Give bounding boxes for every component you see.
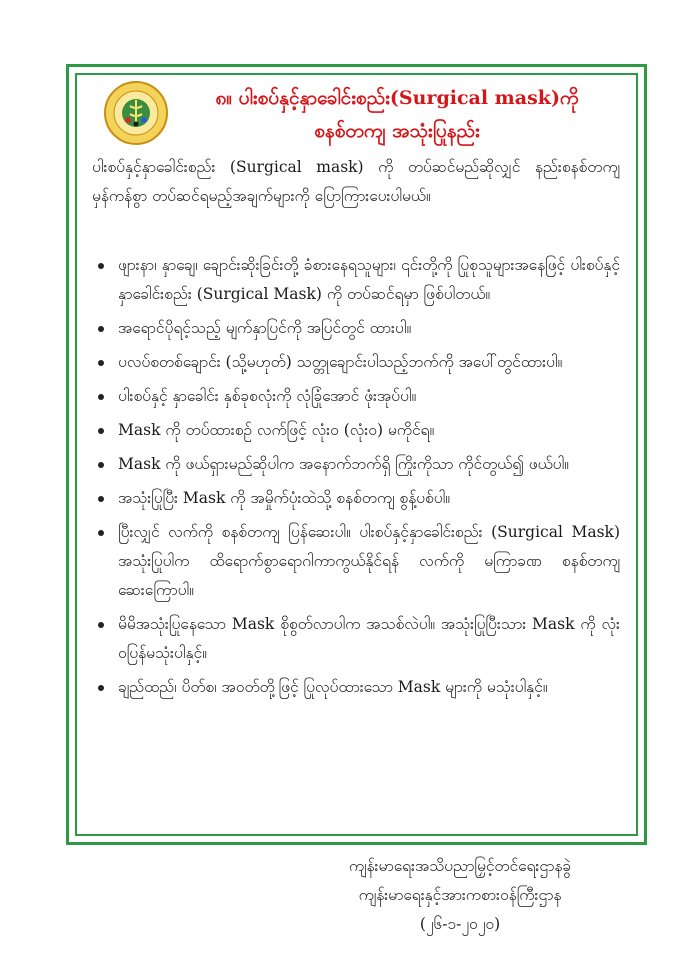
bullet-icon [98,496,104,502]
issuer-department: ကျန်းမာရေးအသိပညာမြှင့်တင်ရေးဌာနခွဲ [348,857,572,875]
title-line-2: စနစ်တကျ အသုံးပြုနည်း [314,120,480,142]
bullet-icon [98,530,104,536]
list-item: အသုံးပြုပြီး Mask ကို အမှိုက်ပုံးထဲသို့ စနစ်တကျ စွန့်ပစ်ပါ။ [92,484,620,513]
list-item: Mask ကို တပ်ထားစဉ် လက်ဖြင့် လုံးဝ (လုံးဝ) မကိုင်ရ။ [92,416,620,445]
list-item: ပလပ်စတစ်ချောင်း (သို့မဟုတ်) သတ္တုချောင်းပါသည့်ဘက်ကို အပေါ်တွင်ထားပါ။ [92,348,620,377]
bullet-icon [98,685,104,691]
list-item: မိမိအသုံးပြုနေသော Mask စိုစွတ်လာပါက အသစ်လဲပါ။ အသုံးပြုပြီးသား Mask ကို လုံးဝပြန်မသုံးပါနှင့်။ [92,610,620,668]
issuer-footer [300,852,620,939]
bullet-icon [98,326,104,332]
list-item: Mask ကို ဖယ်ရှားမည်ဆိုပါက အနောက်ဘက်ရှိ ကြိုးကိုသာ ကိုင်တွယ်၍ ဖယ်ပါ။ [92,450,620,479]
list-item: ပြီးလျှင် လက်ကို စနစ်တကျ ပြန်ဆေးပါ။ ပါးစပ်နှင့်နှာခေါင်းစည်း (Surgical Mask) အသုံးပြုပါက ထိရောက်စွာရောဂါကာကွယ်နိုင်ရန် လက်ကို မကြာခဏ စနစ်တကျ ဆေးကြောပါ။ [92,518,620,605]
ministry-seal-icon [103,80,169,146]
issue-date: (၂၆-၁-၂၀၂၀) [419,915,501,933]
bullet-icon [98,263,104,269]
bullet-icon [98,394,104,400]
bullet-icon [98,428,104,434]
page-title [182,82,612,148]
list-item: ချည်ထည်၊ ပိတ်စ၊ အဝတ်တို့ဖြင့် ပြုလုပ်ထားသော Mask များကို မသုံးပါနှင့်။ [92,673,620,702]
list-item: အရောင်ပိုရင့်သည့် မျက်နှာပြင်ကို အပြင်တွင် ထားပါ။ [92,314,620,343]
list-item: ဖျားနာ၊ နှာချေ၊ ချောင်းဆိုးခြင်းတို့ ခံစားနေရသူများ၊ ၎င်းတို့ကို ပြုစုသူများအနေဖြင့် ပါးစပ်နှင့်နှာခေါင်းစည်း (Surgical Mask) ကို တပ်ဆင်ရမှာ ဖြစ်ပါတယ်။ [92,251,620,309]
issuer-ministry: ကျန်းမာရေးနှင့်အားကစားဝန်ကြီးဌာန [358,886,562,904]
intro-paragraph: ပါးစပ်နှင့်နှာခေါင်းစည်း (Surgical mask) ကို တပ်ဆင်မည်ဆိုလျှင် နည်းစနစ်တကျ မှန်ကန်စွာ တပ်ဆင်ရမည့်အချက်များကို ပြောကြားပေးပါမယ်။ [92,158,620,205]
bullet-icon [98,360,104,366]
bullet-icon [98,622,104,628]
bullet-icon [98,462,104,468]
instruction-list [92,251,620,707]
list-item: ပါးစပ်နှင့် နှာခေါင်း နှစ်ခုစလုံးကို လုံခြုံအောင် ဖုံးအုပ်ပါ။ [92,382,620,411]
title-line-1: ၈။ ပါးစပ်နှင့်နှာခေါင်းစည်း(Surgical mask)ကို [215,87,579,109]
